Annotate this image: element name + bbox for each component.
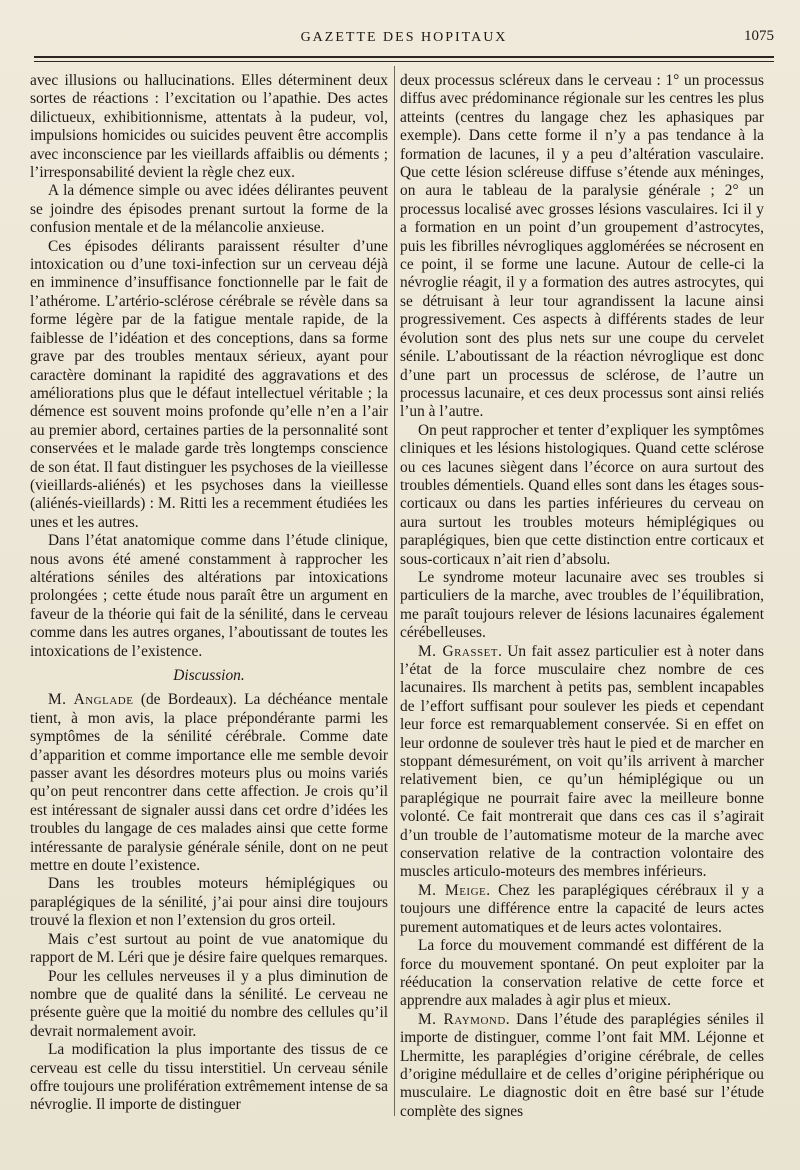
paragraph bbox=[400, 882, 764, 937]
speaker-name: M. Grasset bbox=[418, 642, 499, 660]
paragraph: Dans les troubles moteurs hémiplégiques ou paraplégiques de la sénilité, j’ai pour ainsi dire toujours trouvé la flexion et non l’extension du gros orteil. bbox=[30, 875, 388, 930]
speaker-name: M. Meige bbox=[418, 881, 487, 899]
speaker-name: M. Raymond bbox=[418, 1010, 506, 1028]
paragraph: Mais c’est surtout au point de vue anatomique du rapport de M. Léri que je désire faire quelques remarques. bbox=[30, 930, 388, 967]
paragraph: Dans l’état anatomique comme dans l’étude clinique, nous avons été amené constamment à rapprocher les altérations séniles des altérations par intoxications prolongées ; cette étude nous paraît être un argument en faveur de la théorie qui fait de la sénilité, dans le cerveau comme dans les autres organes, l’aboutissant de toutes les intoxications de l’existence. bbox=[30, 532, 388, 660]
paragraph-text: (de Bordeaux). La déchéance mentale tient, à mon avis, la place prépondérante parmi les symptômes de la sénilité cérébrale. Comme date d’apparition et comme importance elle me semble devoir passer avant les désordres moteurs plus ou moins variés qu’on peut rencontrer dans cette affection. Je crois qu’il est intéressant de signaler aussi dans cet ordre d’idées les troubles du langage de ces malades ainsi que cette forme intéressante de paralysie générale sénile, dont on ne peut mettre en doute l’existence. bbox=[30, 691, 389, 875]
paragraph-text: . Dans l’étude des paraplégies séniles il importe de distinguer, comme l’ont fait MM. Léjonne et Lhermitte, les paraplégies d’origine cérébrale, de celles d’origine médullaire et de celles d’origine périphérique ou musculaire. Le diagnostic doit en être basé sur l’étude complète des signes bbox=[400, 1010, 765, 1120]
paragraph: avec illusions ou hallucinations. Elles déterminent deux sortes de réactions : l’excitation ou l’apathie. Des actes dilictueux, exhibitionnisme, attentats à la pudeur, vol, impulsions homicides ou suicides peuvent être accomplis avec inconscience par les vieillards affaiblis ou déments ; l’irresponsabilité devient la règle chez eux. bbox=[30, 72, 388, 182]
page-number: 1075 bbox=[744, 28, 774, 44]
paragraph-text: . Un fait assez particulier est à noter dans l’état de la force musculaire chez nombre de ces lacunaires. Ils marchent à petits pas, semblent incapables de l’effort suffisant pour soulever les pieds et cependant leur force est remarquablement conservée. Si en effet on leur ordonne de soulever très haut le pied et de marcher en stoppant démesurément, on voit qu’ils arrivent à marcher relativement bien, ce qu’un hémiplégique ou un paraplégique ne pourrait faire avec la meilleure bonne volonté. Ce fait montrerait que dans ces cas il s’agirait d’un trouble de l’automatisme moteur de la marche avec conservation relative de la contraction volontaire des muscles articulo-moteurs des membres inférieurs. bbox=[400, 642, 765, 881]
header-rule-thin bbox=[34, 61, 774, 62]
paragraph: A la démence simple ou avec idées délirantes peuvent se joindre des épisodes prenant surtout la forme de la confusion mentale et de la mélancolie anxieuse. bbox=[30, 182, 388, 237]
paragraph bbox=[30, 691, 388, 875]
discussion-heading: Discussion. bbox=[173, 667, 245, 684]
paragraph-text: . Chez les paraplégiques cérébraux il y a toujours une différence entre la capacité de leurs actes purement automatiques et de leurs actes volontaires. bbox=[400, 881, 764, 936]
paragraph: Le syndrome moteur lacunaire avec ses troubles si particuliers de la marche, avec troubles de l’équilibration, me paraît toujours relever de lésions lacunaires également cérébelleuses. bbox=[400, 568, 764, 642]
paragraph: La force du mouvement commandé est différent de la force du mouvement spontané. On peut exploiter par la rééducation la conservation relative de cette force et apprendre aux malades à agir plus et mieux. bbox=[400, 937, 764, 1010]
page-header bbox=[34, 30, 774, 52]
header-rule bbox=[34, 56, 774, 58]
paragraph: Pour les cellules nerveuses il y a plus diminution de nombre que de qualité dans la sénilité. Le cerveau ne présente guère que la moitié du nombre des cellules qu’il devrait normalement avoir. bbox=[30, 967, 388, 1040]
running-title: GAZETTE DES HOPITAUX bbox=[300, 30, 508, 45]
paragraph: On peut rapprocher et tenter d’expliquer les symptômes cliniques et les lésions histologiques. Quand cette sclérose ou ces lacunes siègent dans l’écorce on aura surtout des troubles démentiels. Quand elles sont dans les étages sous-corticaux ou dans les parties inférieures du cerveau on aura surtout les troubles moteurs hémiplégiques ou paraplégiques, bien que cette distinction entre corticaux et sous-corticaux n’ait rien d’absolu. bbox=[400, 421, 764, 568]
left-column bbox=[30, 72, 388, 1115]
paragraph: La modification la plus importante des tissus de ce cerveau est celle du tissu interstitiel. Un cerveau sénile offre toujours une prolifération extrêmement intense de sa névroglie. Il importe de distinguer bbox=[30, 1041, 388, 1114]
right-column bbox=[400, 72, 764, 1121]
paragraph: Ces épisodes délirants paraissent résulter d’une intoxication ou d’une toxi-infection sur un cerveau déjà en imminence d’insuffisance fonctionnelle par le fait de l’athérome. L’artério-sclérose cérébrale se révèle dans sa forme légère par de la fatigue mentale rapide, de la faiblesse de l’idéation et des conceptions, dans sa forme grave par des troubles mentaux sérieux, ayant pour caractère dominant la rapidité des aggravations et des améliorations plus que le défaut intellectuel véritable ; la démence est souvent moins profonde qu’elle n’en a l’air au premier abord, certaines parties de la personnalité sont conservées et le malade garde très longtemps conscience de son état. Il faut distinguer les psychoses de la vieillesse (vieillards-aliénés) et les psychoses dans la vieillesse (aliénés-vieillards) : M. Ritti les a recemment étudiées les unes et les autres. bbox=[30, 237, 388, 531]
paragraph: deux processus scléreux dans le cerveau : 1° un processus diffus avec prédominance régionale sur les centres les plus atteints (centres du langage chez les aphasiques par exemple). Dans cette forme il n’y a pas tendance à la formation de lacunes, il y a peu d’altération vasculaire. Que cette lésion scléreuse diffuse s’étende aux méninges, on aura le tableau de la paralysie générale ; 2° un processus localisé avec grosses lésions vasculaires. Ici il y a formation en un point d’un groupement d’astrocytes, puis les fibrilles névrogliques agglomérées se nécrosent en ce point, il se forme une lacune. Autour de celle-ci la névroglie réagit, il y a formation des autres astrocytes, qui se détruisant à leur tour agrandissent la lacune ainsi progressivement. Ces aspects à différents stades de leur évolution sont des plus nets sur une coupe du cervelet sénile. L’aboutissant de la réaction névroglique est donc d’une part un processus de sclérose, de l’autre un processus lacunaire, et ces deux processus sont ainsi reliés l’un à l’autre. bbox=[400, 72, 764, 421]
paragraph bbox=[400, 643, 764, 882]
speaker-name: M. Anglade bbox=[48, 691, 134, 709]
paragraph bbox=[400, 1011, 764, 1121]
column-divider bbox=[394, 66, 395, 1116]
